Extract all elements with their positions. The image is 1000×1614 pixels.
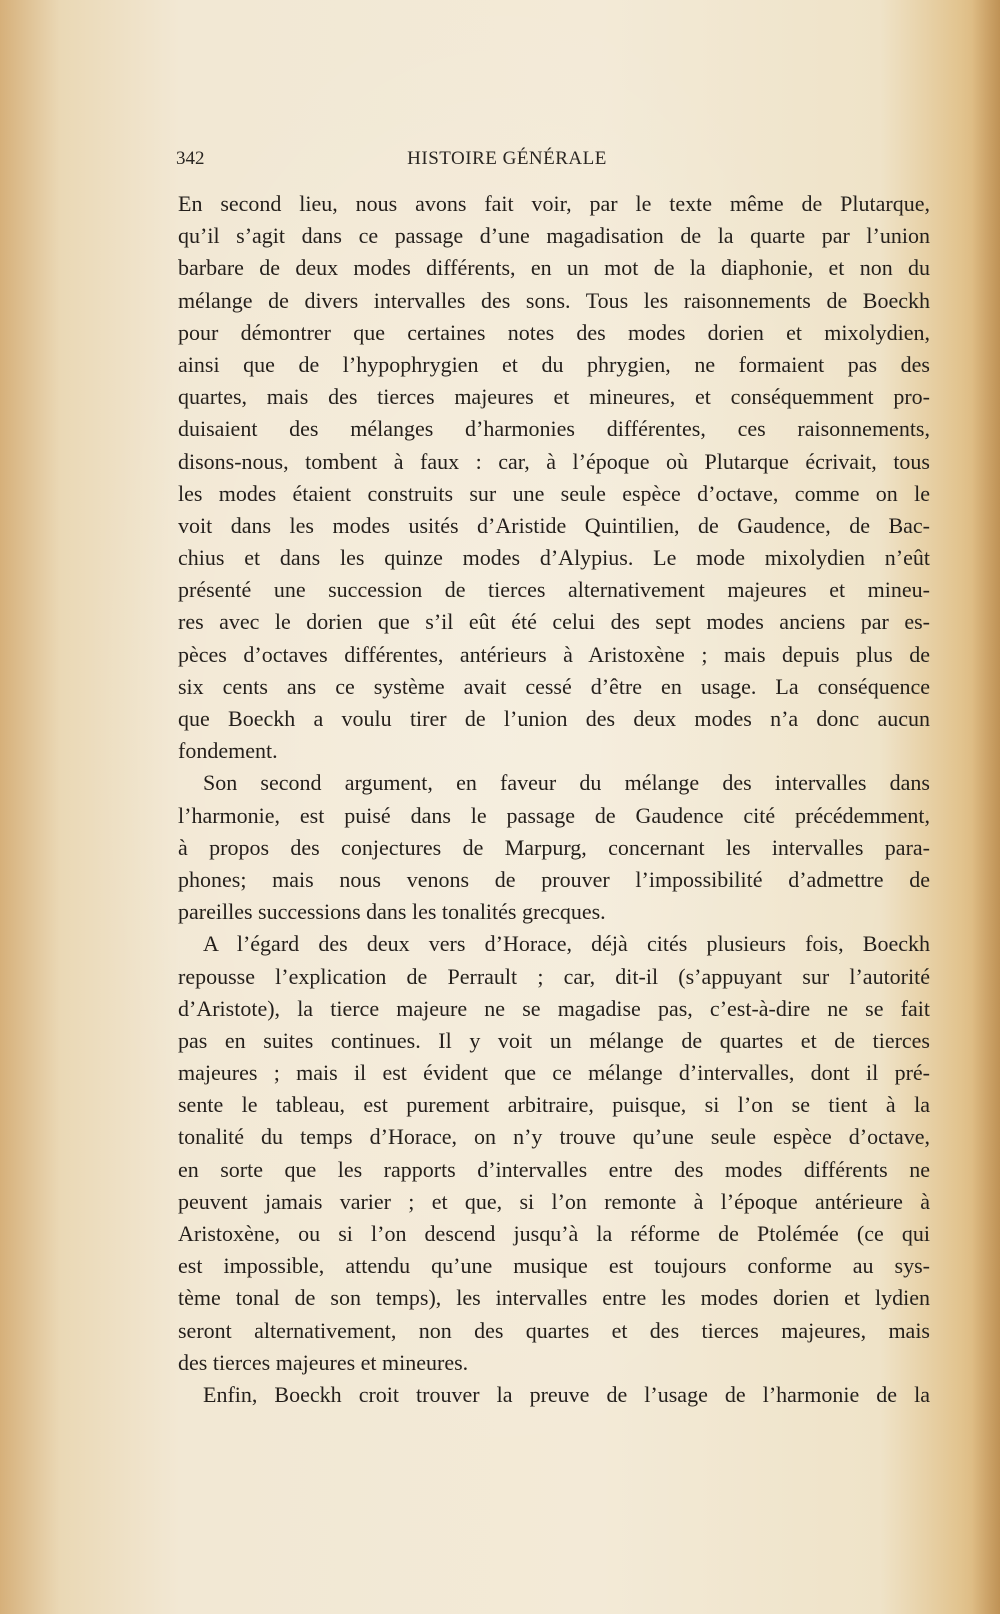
text-line: chius et dans les quinze modes d’Alypius. Le mode mixolydien n’eût [178,545,930,571]
page-number: 342 [176,148,205,169]
text-line: repousse l’explication de Perrault ; car, dit-il (s’appuyant sur l’autorité [178,963,930,989]
text-line: A l’égard des deux vers d’Horace, déjà cités plusieurs fois, Boeckh [203,931,930,957]
page-edge-shadow [972,0,1000,1614]
text-line: d’Aristote), la tierce majeure ne se magadise pas, c’est-à-dire ne se fait [178,995,930,1021]
text-line: pas en suites continues. Il y voit un mélange de quartes et de tierces [178,1027,930,1053]
text-line: mélange de divers intervalles des sons. Tous les raisonnements de Boeckh [178,287,930,313]
text-line: fondement. [178,738,278,764]
text-line: duisaient des mélanges d’harmonies différentes, ces raisonnements, [178,416,930,442]
running-head: HISTOIRE GÉNÉRALE [407,148,607,169]
text-line: Son second argument, en faveur du mélange des intervalles dans [203,770,930,796]
text-line: tonalité du temps d’Horace, on n’y trouve qu’une seule espèce d’octave, [178,1124,930,1150]
text-line: disons-nous, tombent à faux : car, à l’époque où Plutarque écrivait, tous [178,448,930,474]
text-line: En second lieu, nous avons fait voir, par le texte même de Plutarque, [178,191,930,216]
text-line: à propos des conjectures de Marpurg, concernant les intervalles para- [178,834,930,860]
text-line: ainsi que de l’hypophrygien et du phrygien, ne formaient pas des [178,351,930,377]
text-line: pareilles successions dans les tonalités grecques. [178,899,606,925]
text-line: des tierces majeures et mineures. [178,1349,469,1375]
text-line: Enfin, Boeckh croit trouver la preuve de l’usage de l’harmonie de la [203,1381,930,1407]
text-line: en sorte que les rapports d’intervalles entre des modes différents ne [178,1156,930,1182]
text-line: quartes, mais des tierces majeures et mineures, et conséquemment pro- [178,384,930,410]
text-line: majeures ; mais il est évident que ce mélange d’intervalles, dont il pré- [178,1060,930,1086]
text-line: pour démontrer que certaines notes des modes dorien et mixolydien, [178,319,930,345]
text-line: qu’il s’agit dans ce passage d’une magadisation de la quarte par l’union [178,223,930,249]
page-header [176,148,916,176]
text-line: barbare de deux modes différents, en un mot de la diaphonie, et non du [178,255,930,281]
text-line: seront alternativement, non des quartes et des tierces majeures, mais [178,1317,930,1343]
text-line: voit dans les modes usités d’Aristide Quintilien, de Gaudence, de Bac- [178,512,930,538]
text-line: que Boeckh a voulu tirer de l’union des deux modes n’a donc aucun [178,706,930,731]
text-line: peuvent jamais varier ; et que, si l’on remonte à l’époque antérieure à [178,1188,930,1214]
text-line: res avec le dorien que s’il eût été celui des sept modes anciens par es- [178,609,930,635]
text-line: tème tonal de son temps), les intervalles entre les modes dorien et lydien [178,1285,930,1311]
text-line: phones; mais nous venons de prouver l’impossibilité d’admettre de [178,866,930,892]
text-line: six cents ans ce système avait cessé d’être en usage. La conséquence [178,673,930,699]
text-line: les modes étaient construits sur une seule espèce d’octave, comme on le [178,480,930,506]
text-line: sente le tableau, est purement arbitraire, puisque, si l’on se tient à la [178,1092,930,1118]
body-text [178,188,930,1411]
text-line: l’harmonie, est puisé dans le passage de Gaudence cité précédemment, [178,802,930,828]
text-line: présenté une succession de tierces alternativement majeures et mineu- [178,577,930,603]
text-line: pèces d’octaves différentes, antérieurs à Aristoxène ; mais depuis plus de [178,641,930,667]
text-line: Aristoxène, ou si l’on descend jusqu’à la réforme de Ptolémée (ce qui [178,1221,930,1246]
text-line: est impossible, attendu qu’une musique est toujours conforme au sys- [178,1253,930,1279]
